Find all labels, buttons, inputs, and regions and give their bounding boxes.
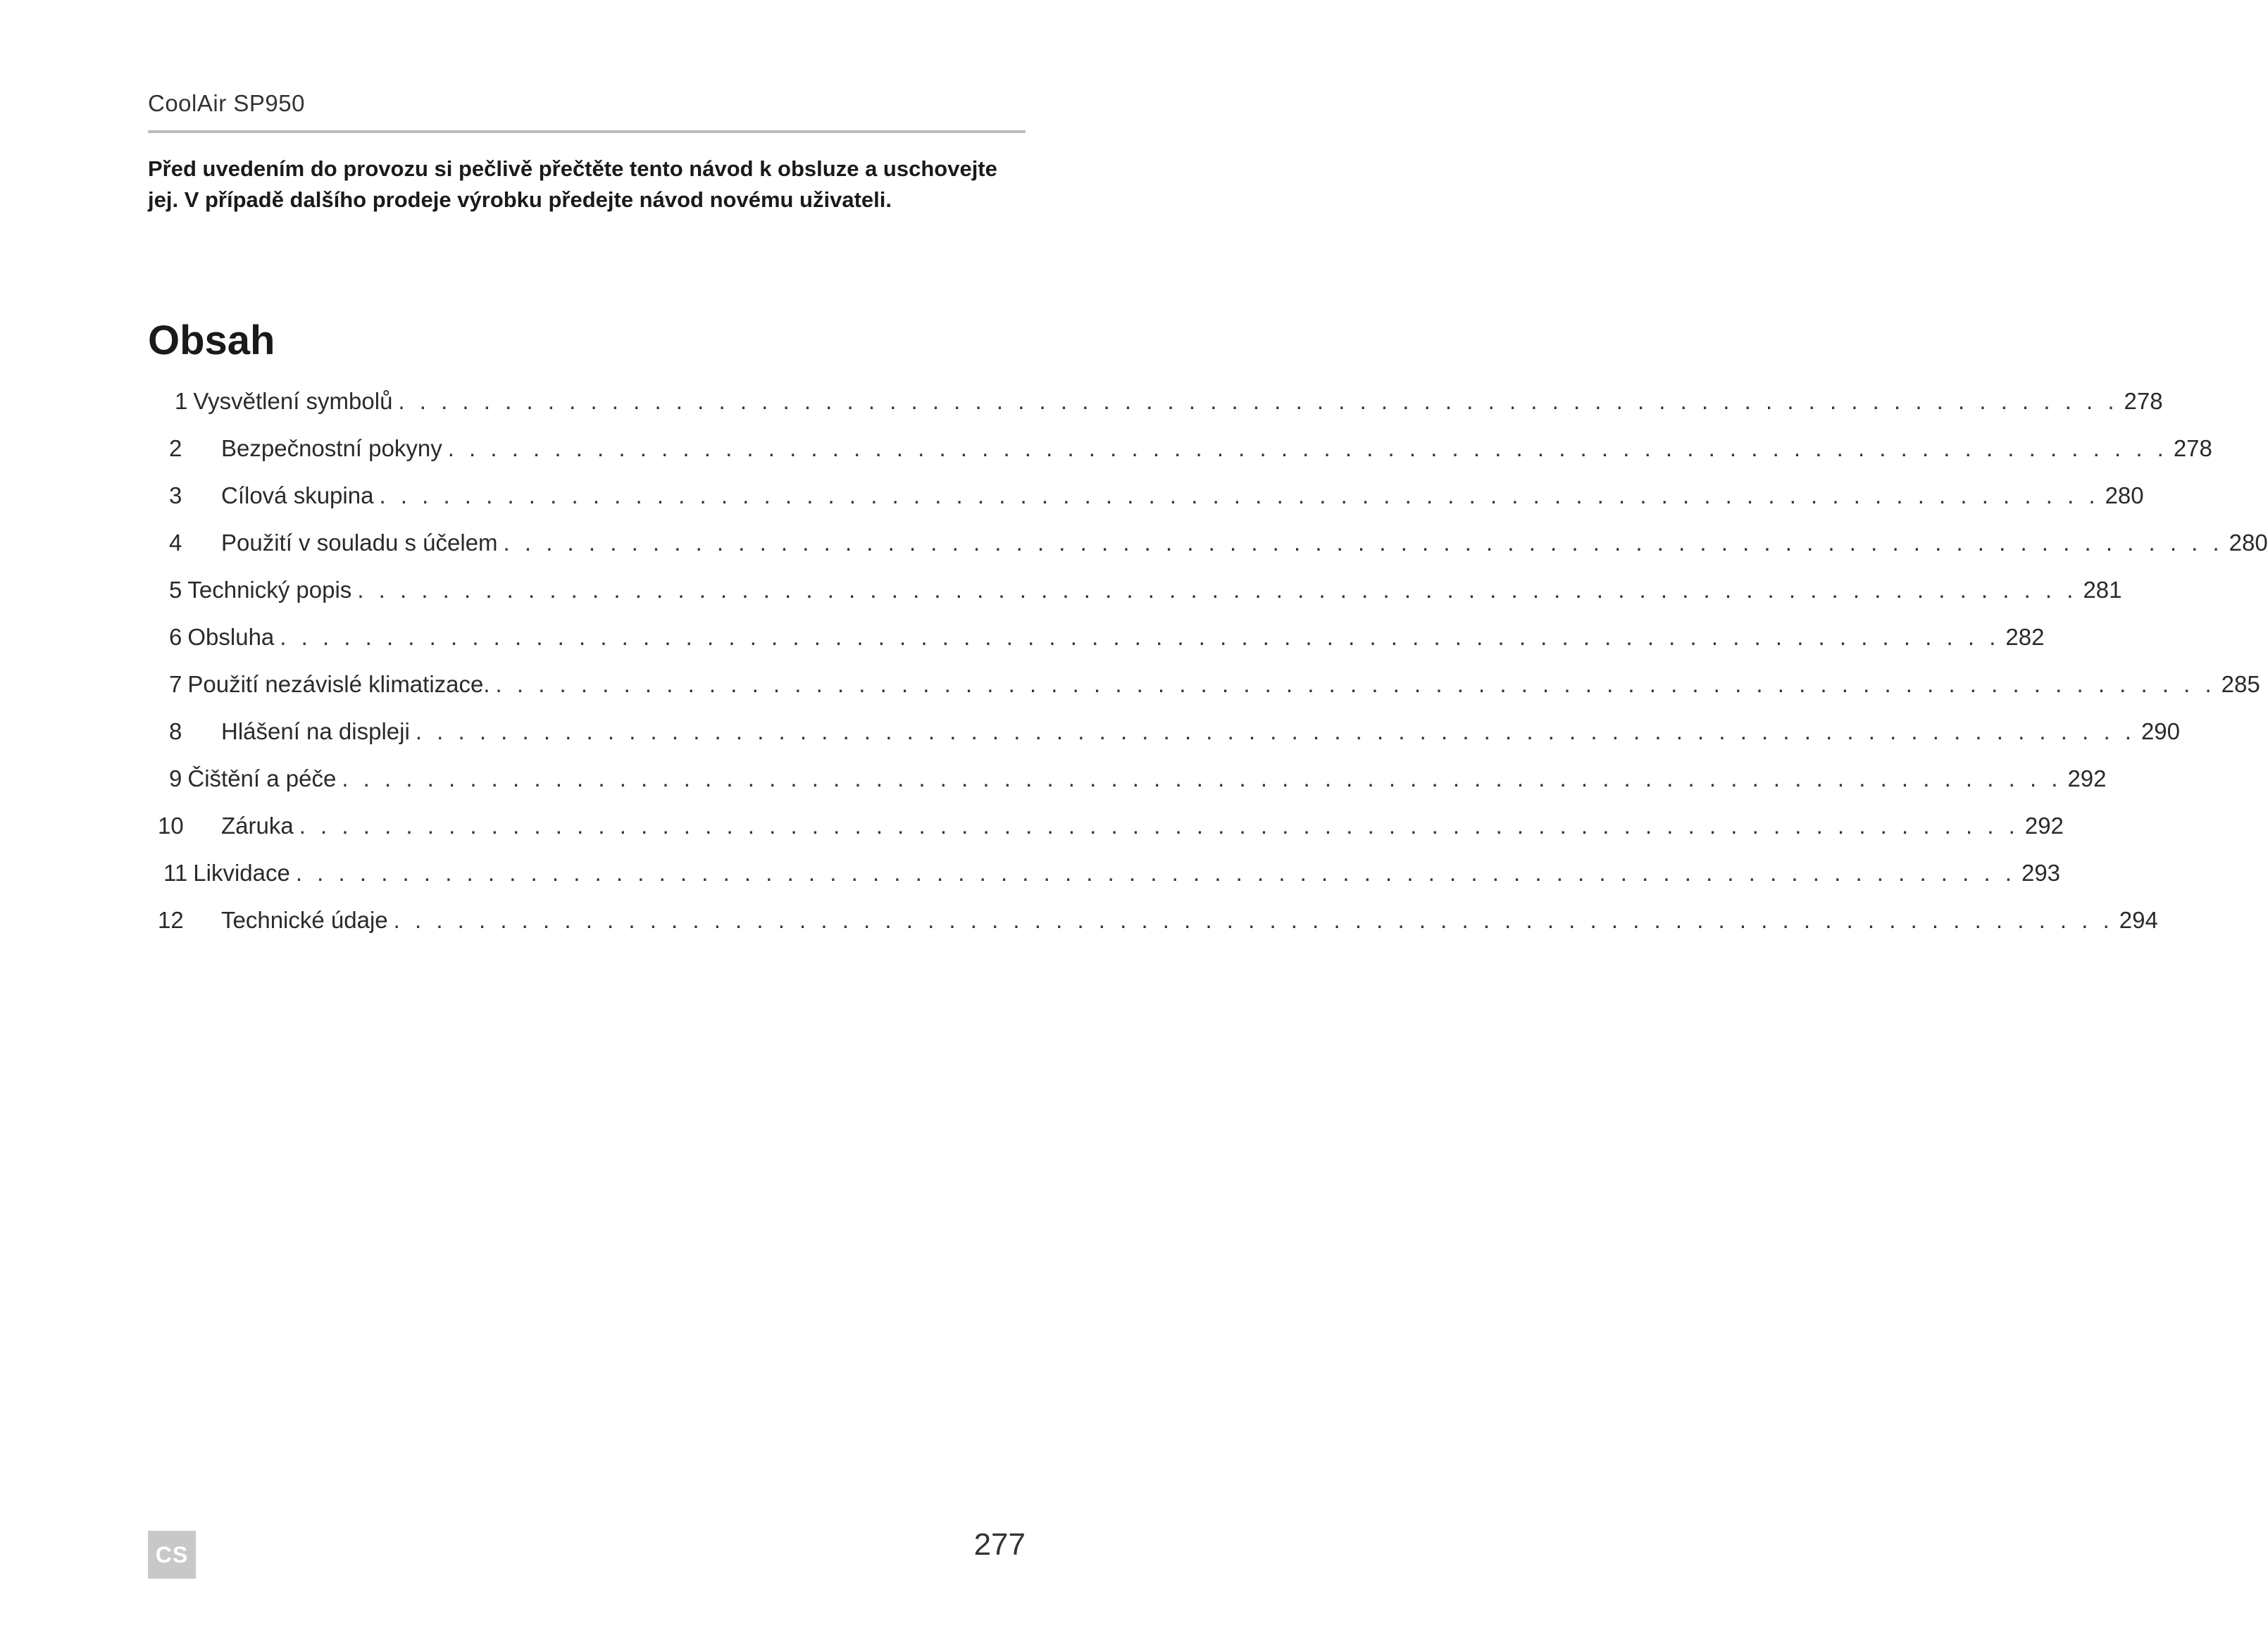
toc-entry-label: Likvidace <box>193 860 290 886</box>
toc-entry-number: 1 <box>175 388 188 414</box>
toc-entry[interactable] <box>163 856 2061 891</box>
toc-dot-leader: . . . . . . . . . . . . . . . . . . . . . . . . . . . . . . . . . . . . . . . . . . . . . . . . . . . . . . . . . . . . . . . . . . . . . . . . . . . . . . . . . <box>280 624 2000 650</box>
toc-entry-page: 281 <box>2083 577 2122 603</box>
toc-entry[interactable] <box>158 808 2064 844</box>
toc-entry-number: 10 <box>158 813 184 839</box>
toc-dot-leader: . . . . . . . . . . . . . . . . . . . . . . . . . . . . . . . . . . . . . . . . . . . . . . . . . . . . . . . . . . . . . . . . . . . . . . . . . . . . . . . . . <box>393 907 2114 933</box>
toc-dot-leader: . . . . . . . . . . . . . . . . . . . . . . . . . . . . . . . . . . . . . . . . . . . . . . . . . . . . . . . . . . . . . . . . . . . . . . . . . . . . . . . . . <box>447 435 2168 461</box>
toc-entry-number: 12 <box>158 907 184 933</box>
toc-entry[interactable] <box>169 761 2107 796</box>
toc-dot-leader: . . . . . . . . . . . . . . . . . . . . . . . . . . . . . . . . . . . . . . . . . . . . . . . . . . . . . . . . . . . . . . . . . . . . . . . . . . . . . . . . . <box>357 577 2078 603</box>
toc-dot-leader: . . . . . . . . . . . . . . . . . . . . . . . . . . . . . . . . . . . . . . . . . . . . . . . . . . . . . . . . . . . . . . . . . . . . . . . . . . . . . . . . . <box>398 388 2119 414</box>
toc-entry-label: Cílová skupina <box>221 482 374 508</box>
toc-entry-number: 11 <box>163 860 188 886</box>
toc-entry-number: 9 <box>169 765 182 791</box>
toc-entry[interactable] <box>175 384 2163 419</box>
toc-dot-leader: . . . . . . . . . . . . . . . . . . . . . . . . . . . . . . . . . . . . . . . . . . . . . . . . . . . . . . . . . . . . . . . . . . . . . . . . . . . . . . . . . <box>503 530 2224 556</box>
toc-entry-number: 8 <box>169 718 182 744</box>
page-number: 277 <box>973 1527 1026 1562</box>
toc-entry-number: 3 <box>169 482 182 508</box>
toc-dot-leader: . . . . . . . . . . . . . . . . . . . . . . . . . . . . . . . . . . . . . . . . . . . . . . . . . . . . . . . . . . . . . . . . . . . . . . . . . . . . . . . . . <box>295 860 2016 886</box>
toc-entry-label: Technické údaje <box>221 907 388 933</box>
toc-entry-label: Hlášení na displeji <box>221 718 410 744</box>
language-badge: CS <box>148 1531 196 1579</box>
toc-entry-number: 6 <box>169 624 182 650</box>
toc-entry[interactable] <box>169 478 2144 513</box>
product-name: CoolAir SP950 <box>148 90 305 116</box>
toc-entry-label: Bezpečnostní pokyny <box>221 435 442 461</box>
toc-entry-number: 2 <box>169 435 182 461</box>
toc-entry[interactable] <box>169 714 2181 749</box>
toc-entry-page: 280 <box>2105 482 2144 508</box>
toc-entry-label: Čištění a péče <box>187 765 337 791</box>
toc-entry-page: 278 <box>2173 435 2212 461</box>
toc-entry-page: 280 <box>2229 530 2268 556</box>
toc-entry[interactable] <box>169 431 2212 466</box>
toc-entry[interactable] <box>169 620 2045 655</box>
toc-dot-leader: . . . . . . . . . . . . . . . . . . . . . . . . . . . . . . . . . . . . . . . . . . . . . . . . . . . . . . . . . . . . . . . . . . . . . . . . . . . . . . . . . <box>342 765 2062 791</box>
toc-entry-page: 293 <box>2021 860 2061 886</box>
toc-entry-page: 292 <box>2024 813 2064 839</box>
toc-entry-number: 7 <box>169 671 182 697</box>
toc-entry-label: Obsluha <box>187 624 275 650</box>
toc-entry[interactable] <box>158 903 2158 938</box>
toc-entry[interactable] <box>169 667 2260 702</box>
toc-entry[interactable] <box>169 572 2122 608</box>
intro-notice: Před uvedením do provozu si pečlivě přečtěte tento návod k obsluze a uschovejte jej. V případě dalšího prodeje výrobku předejte návod novému uživateli. <box>148 156 997 212</box>
toc-entry[interactable] <box>169 525 2268 561</box>
toc-entry-page: 278 <box>2124 388 2163 414</box>
toc-dot-leader: . . . . . . . . . . . . . . . . . . . . . . . . . . . . . . . . . . . . . . . . . . . . . . . . . . . . . . . . . . . . . . . . . . . . . . . . . . . . . . . . . <box>495 671 2216 697</box>
toc-entry-page: 282 <box>2005 624 2045 650</box>
toc-entry-label: Použití nezávislé klimatizace. <box>187 671 490 697</box>
toc-entry-label: Použití v souladu s účelem <box>221 530 498 556</box>
toc-entry-label: Vysvětlení symbolů <box>193 388 393 414</box>
toc-entry-page: 285 <box>2221 671 2260 697</box>
toc-dot-leader: . . . . . . . . . . . . . . . . . . . . . . . . . . . . . . . . . . . . . . . . . . . . . . . . . . . . . . . . . . . . . . . . . . . . . . . . . . . . . . . . . <box>379 482 2100 508</box>
toc-heading: Obsah <box>148 318 275 363</box>
toc-entry-number: 5 <box>169 577 182 603</box>
toc-entry-label: Záruka <box>221 813 294 839</box>
toc-entry-page: 292 <box>2067 765 2107 791</box>
toc-dot-leader: . . . . . . . . . . . . . . . . . . . . . . . . . . . . . . . . . . . . . . . . . . . . . . . . . . . . . . . . . . . . . . . . . . . . . . . . . . . . . . . . . <box>415 718 2136 744</box>
toc-entry-label: Technický popis <box>187 577 352 603</box>
toc-entry-page: 290 <box>2141 718 2181 744</box>
toc-entry-number: 4 <box>169 530 182 556</box>
toc-dot-leader: . . . . . . . . . . . . . . . . . . . . . . . . . . . . . . . . . . . . . . . . . . . . . . . . . . . . . . . . . . . . . . . . . . . . . . . . . . . . . . . . . <box>299 813 2019 839</box>
toc-entry-page: 294 <box>2119 907 2158 933</box>
